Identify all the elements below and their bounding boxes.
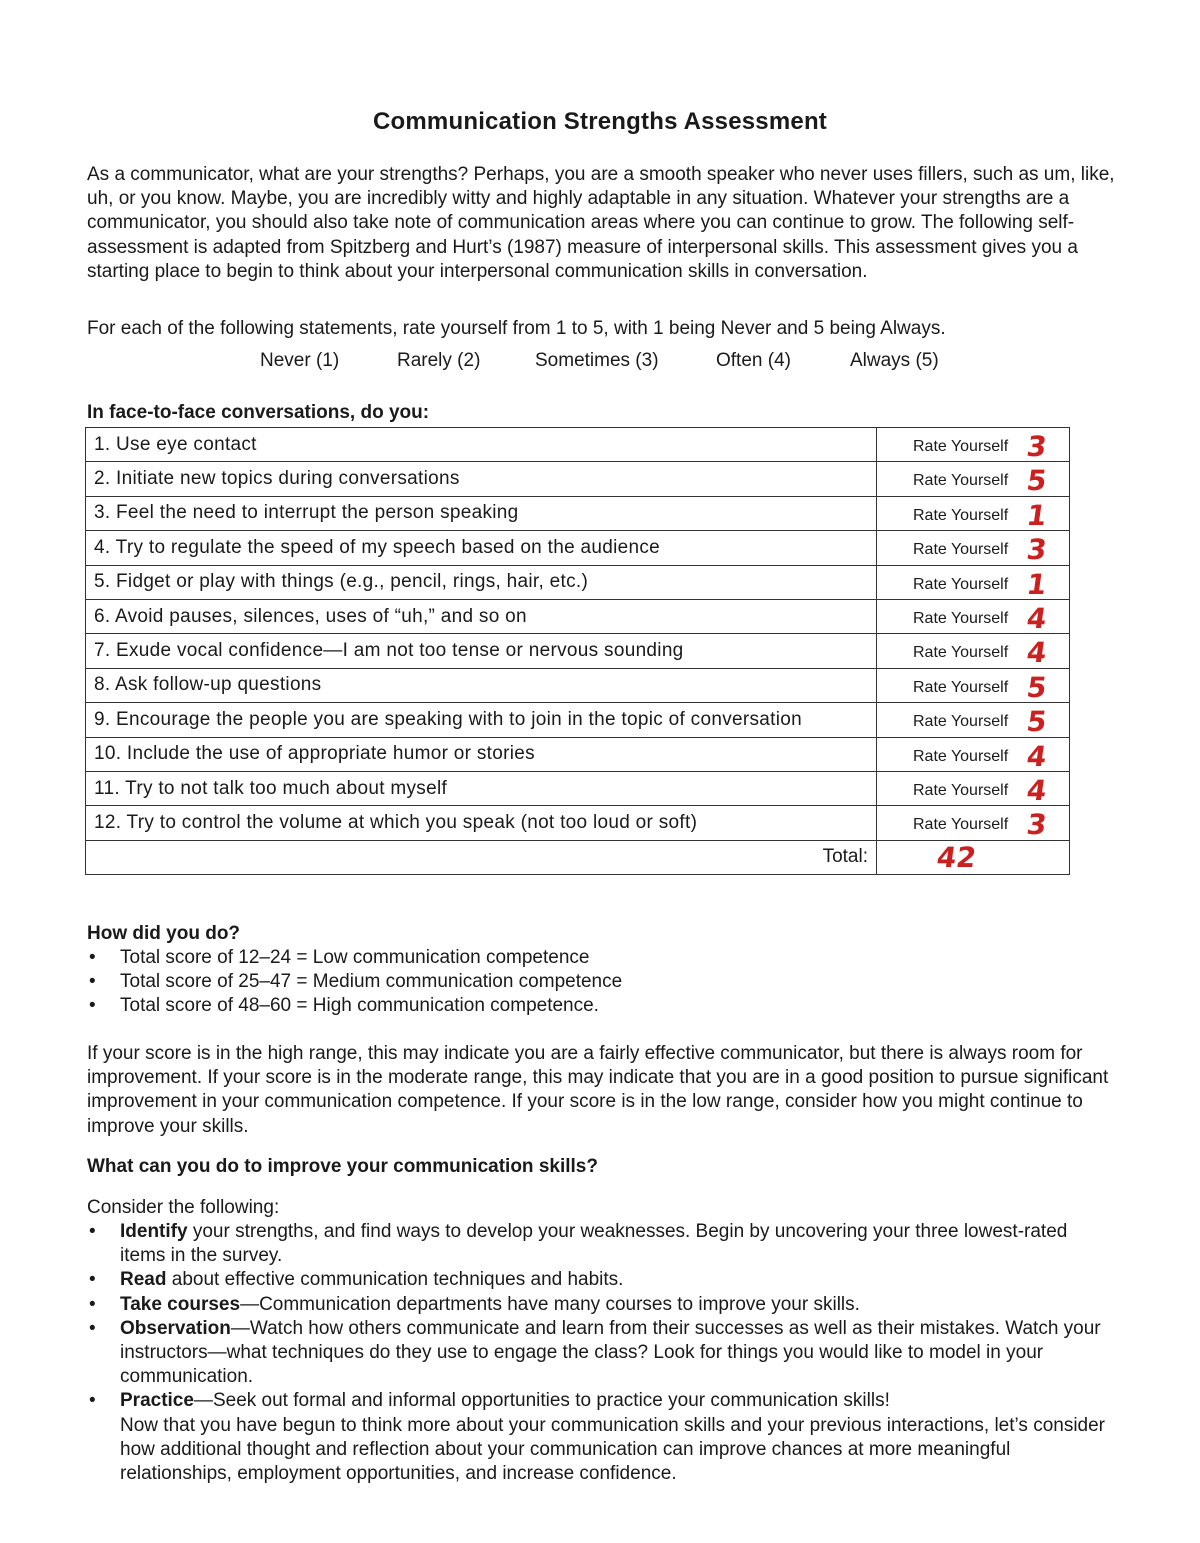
rate-label: Rate Yourself <box>913 713 1009 731</box>
handwritten-total: 42 <box>934 840 979 874</box>
rate-label: Rate Yourself <box>913 781 1009 799</box>
consider-text: Consider the following: <box>87 1197 280 1218</box>
statement-cell: 4. Try to regulate the speed of my speech based on the audience <box>86 531 877 565</box>
rate-label: Rate Yourself <box>913 541 1009 559</box>
rating-cell[interactable] <box>877 771 1070 805</box>
interpretation-paragraph: If your score is in the high range, this may indicate you are a fairly effective communicator, but there is always room for improvement. If your score is in the moderate range, this may indicate that you are in a good position to pursue significant improvement in your communication competence. If your score is in the low range, consider how you might continue to improve your skills. <box>87 1043 1109 1137</box>
table-row <box>86 428 1070 462</box>
rate-label: Rate Yourself <box>913 575 1009 593</box>
handwritten-rating: 4 <box>1024 601 1049 635</box>
statement-cell: 12. Try to control the volume at which you speak (not too loud or soft) <box>86 806 877 840</box>
table-row <box>86 496 1070 530</box>
rating-cell[interactable] <box>877 428 1070 462</box>
rate-label: Rate Yourself <box>913 472 1009 490</box>
rating-cell[interactable] <box>877 668 1070 702</box>
list-item: • Total score of 25–47 = Medium communication competence <box>87 970 1117 994</box>
intro-paragraph: As a communicator, what are your strengths? Perhaps, you are a smooth speaker who never uses fillers, such as um, like, uh, or you know. Maybe, you are incredibly witty and highly adaptable in any situation. Whatever your strengths are a communicator, you should also take note of communication areas where you can continue to grow. The following self-assessment is adapted from Spitzberg and Hurt’s (1987) measure of interpersonal skills. This assessment gives you a starting place to begin to think about your interpersonal communication skills in conversation. <box>87 164 1115 282</box>
handwritten-rating: 5 <box>1024 464 1049 498</box>
rating-cell[interactable] <box>877 531 1070 565</box>
scale-sometimes: Sometimes (3) <box>535 350 659 371</box>
rating-cell[interactable] <box>877 806 1070 840</box>
rating-cell[interactable] <box>877 462 1070 496</box>
rate-label: Rate Yourself <box>913 438 1009 455</box>
rate-label: Rate Yourself <box>913 678 1009 696</box>
list-item <box>87 1317 1117 1390</box>
table-row <box>86 771 1070 805</box>
statement-cell: 11. Try to not talk too much about myself <box>86 771 877 805</box>
handwritten-rating: 5 <box>1024 670 1049 704</box>
scale-always: Always (5) <box>850 350 939 371</box>
statement-cell: 2. Initiate new topics during conversations <box>86 462 877 496</box>
list-item <box>87 1268 1117 1292</box>
page-title: Communication Strengths Assessment <box>373 108 827 135</box>
table-row <box>86 565 1070 599</box>
list-item: • Total score of 48–60 = High communication competence. <box>87 994 1117 1018</box>
table-row <box>86 462 1070 496</box>
tip-text: —Communication departments have many courses to improve your skills. <box>240 1293 860 1315</box>
tip-lead: Identify <box>120 1221 188 1242</box>
tip-text: your strengths, and find ways to develop your weaknesses. Begin by uncovering your three lowest-rated items in the survey. <box>120 1221 1068 1267</box>
table-row <box>86 737 1070 771</box>
tips-list <box>87 1220 1117 1486</box>
handwritten-rating: 4 <box>1024 773 1049 807</box>
tip-lead: Observation <box>120 1317 231 1339</box>
rate-label: Rate Yourself <box>913 506 1009 524</box>
statement-cell: 10. Include the use of appropriate humor or stories <box>86 737 877 771</box>
list-item <box>87 1389 1117 1486</box>
how-heading: How did you do? <box>87 923 241 944</box>
statement-cell: 9. Encourage the people you are speaking with to join in the topic of conversation <box>86 703 877 737</box>
statement-cell: 3. Feel the need to interrupt the person speaking <box>86 496 877 530</box>
handwritten-rating: 4 <box>1024 739 1049 773</box>
scale-never: Never (1) <box>260 350 340 371</box>
tip-text: —Watch how others communicate and learn from their successes as well as their mistakes. Watch your instructors—what techniques do they use to engage the class? Look for things you would like to model in your communication. <box>120 1317 1101 1388</box>
handwritten-rating: 1 <box>1024 567 1049 601</box>
list-item <box>87 1220 1117 1268</box>
list-item <box>87 1293 1117 1317</box>
scale-rarely: Rarely (2) <box>397 350 481 371</box>
table-heading: In face-to-face conversations, do you: <box>87 402 430 423</box>
handwritten-rating: 5 <box>1024 705 1049 739</box>
rating-cell[interactable] <box>877 634 1070 668</box>
assessment-table <box>85 427 1070 875</box>
rate-label: Rate Yourself <box>913 644 1009 662</box>
rating-cell[interactable] <box>877 565 1070 599</box>
statement-cell: 8. Ask follow-up questions <box>86 668 877 702</box>
rate-label: Rate Yourself <box>913 747 1009 765</box>
table-row <box>86 668 1070 702</box>
statement-cell: 5. Fidget or play with things (e.g., pencil, rings, hair, etc.) <box>86 565 877 599</box>
tip-lead: Practice <box>120 1390 194 1412</box>
rating-cell[interactable] <box>877 599 1070 633</box>
tip-text: about effective communication techniques and habits. <box>166 1269 624 1291</box>
closing-paragraph: Now that you have begun to think more about your communication skills and your previous interactions, let’s consider how additional thought and reflection about your communication can improve chances at more meaningful relationships, employment opportunities, and increase confidence. <box>120 1414 1106 1485</box>
scale-often: Often (4) <box>716 350 791 371</box>
table-row <box>86 599 1070 633</box>
handwritten-rating: 3 <box>1024 533 1049 567</box>
handwritten-rating: 3 <box>1024 808 1049 842</box>
table-row <box>86 806 1070 840</box>
tip-text: —Seek out formal and informal opportunities to practice your communication skills! <box>193 1390 890 1412</box>
handwritten-rating: 1 <box>1024 498 1049 532</box>
handwritten-rating: 3 <box>1024 430 1049 463</box>
score-ranges <box>87 946 1117 1019</box>
list-item: • Total score of 12–24 = Low communication competence <box>87 946 1117 970</box>
total-label: Total: <box>86 840 877 874</box>
total-cell[interactable] <box>877 840 1070 874</box>
instruction-text: For each of the following statements, rate yourself from 1 to 5, with 1 being Never and 5 being Always. <box>87 318 946 339</box>
rating-cell[interactable] <box>877 703 1070 737</box>
tip-lead: Read <box>120 1269 167 1291</box>
table-row <box>86 531 1070 565</box>
handwritten-rating: 4 <box>1024 636 1049 670</box>
rate-label: Rate Yourself <box>913 816 1009 834</box>
rate-label: Rate Yourself <box>913 609 1009 627</box>
statement-cell: 1. Use eye contact <box>86 428 877 462</box>
rating-cell[interactable] <box>877 737 1070 771</box>
statement-cell: 6. Avoid pauses, silences, uses of “uh,” and so on <box>86 599 877 633</box>
total-row <box>86 840 1070 874</box>
table-row <box>86 703 1070 737</box>
improve-heading: What can you do to improve your communication skills? <box>87 1156 598 1177</box>
table-row <box>86 634 1070 668</box>
tip-lead: Take courses <box>120 1293 241 1315</box>
rating-cell[interactable] <box>877 496 1070 530</box>
statement-cell: 7. Exude vocal confidence—I am not too tense or nervous sounding <box>86 634 877 668</box>
